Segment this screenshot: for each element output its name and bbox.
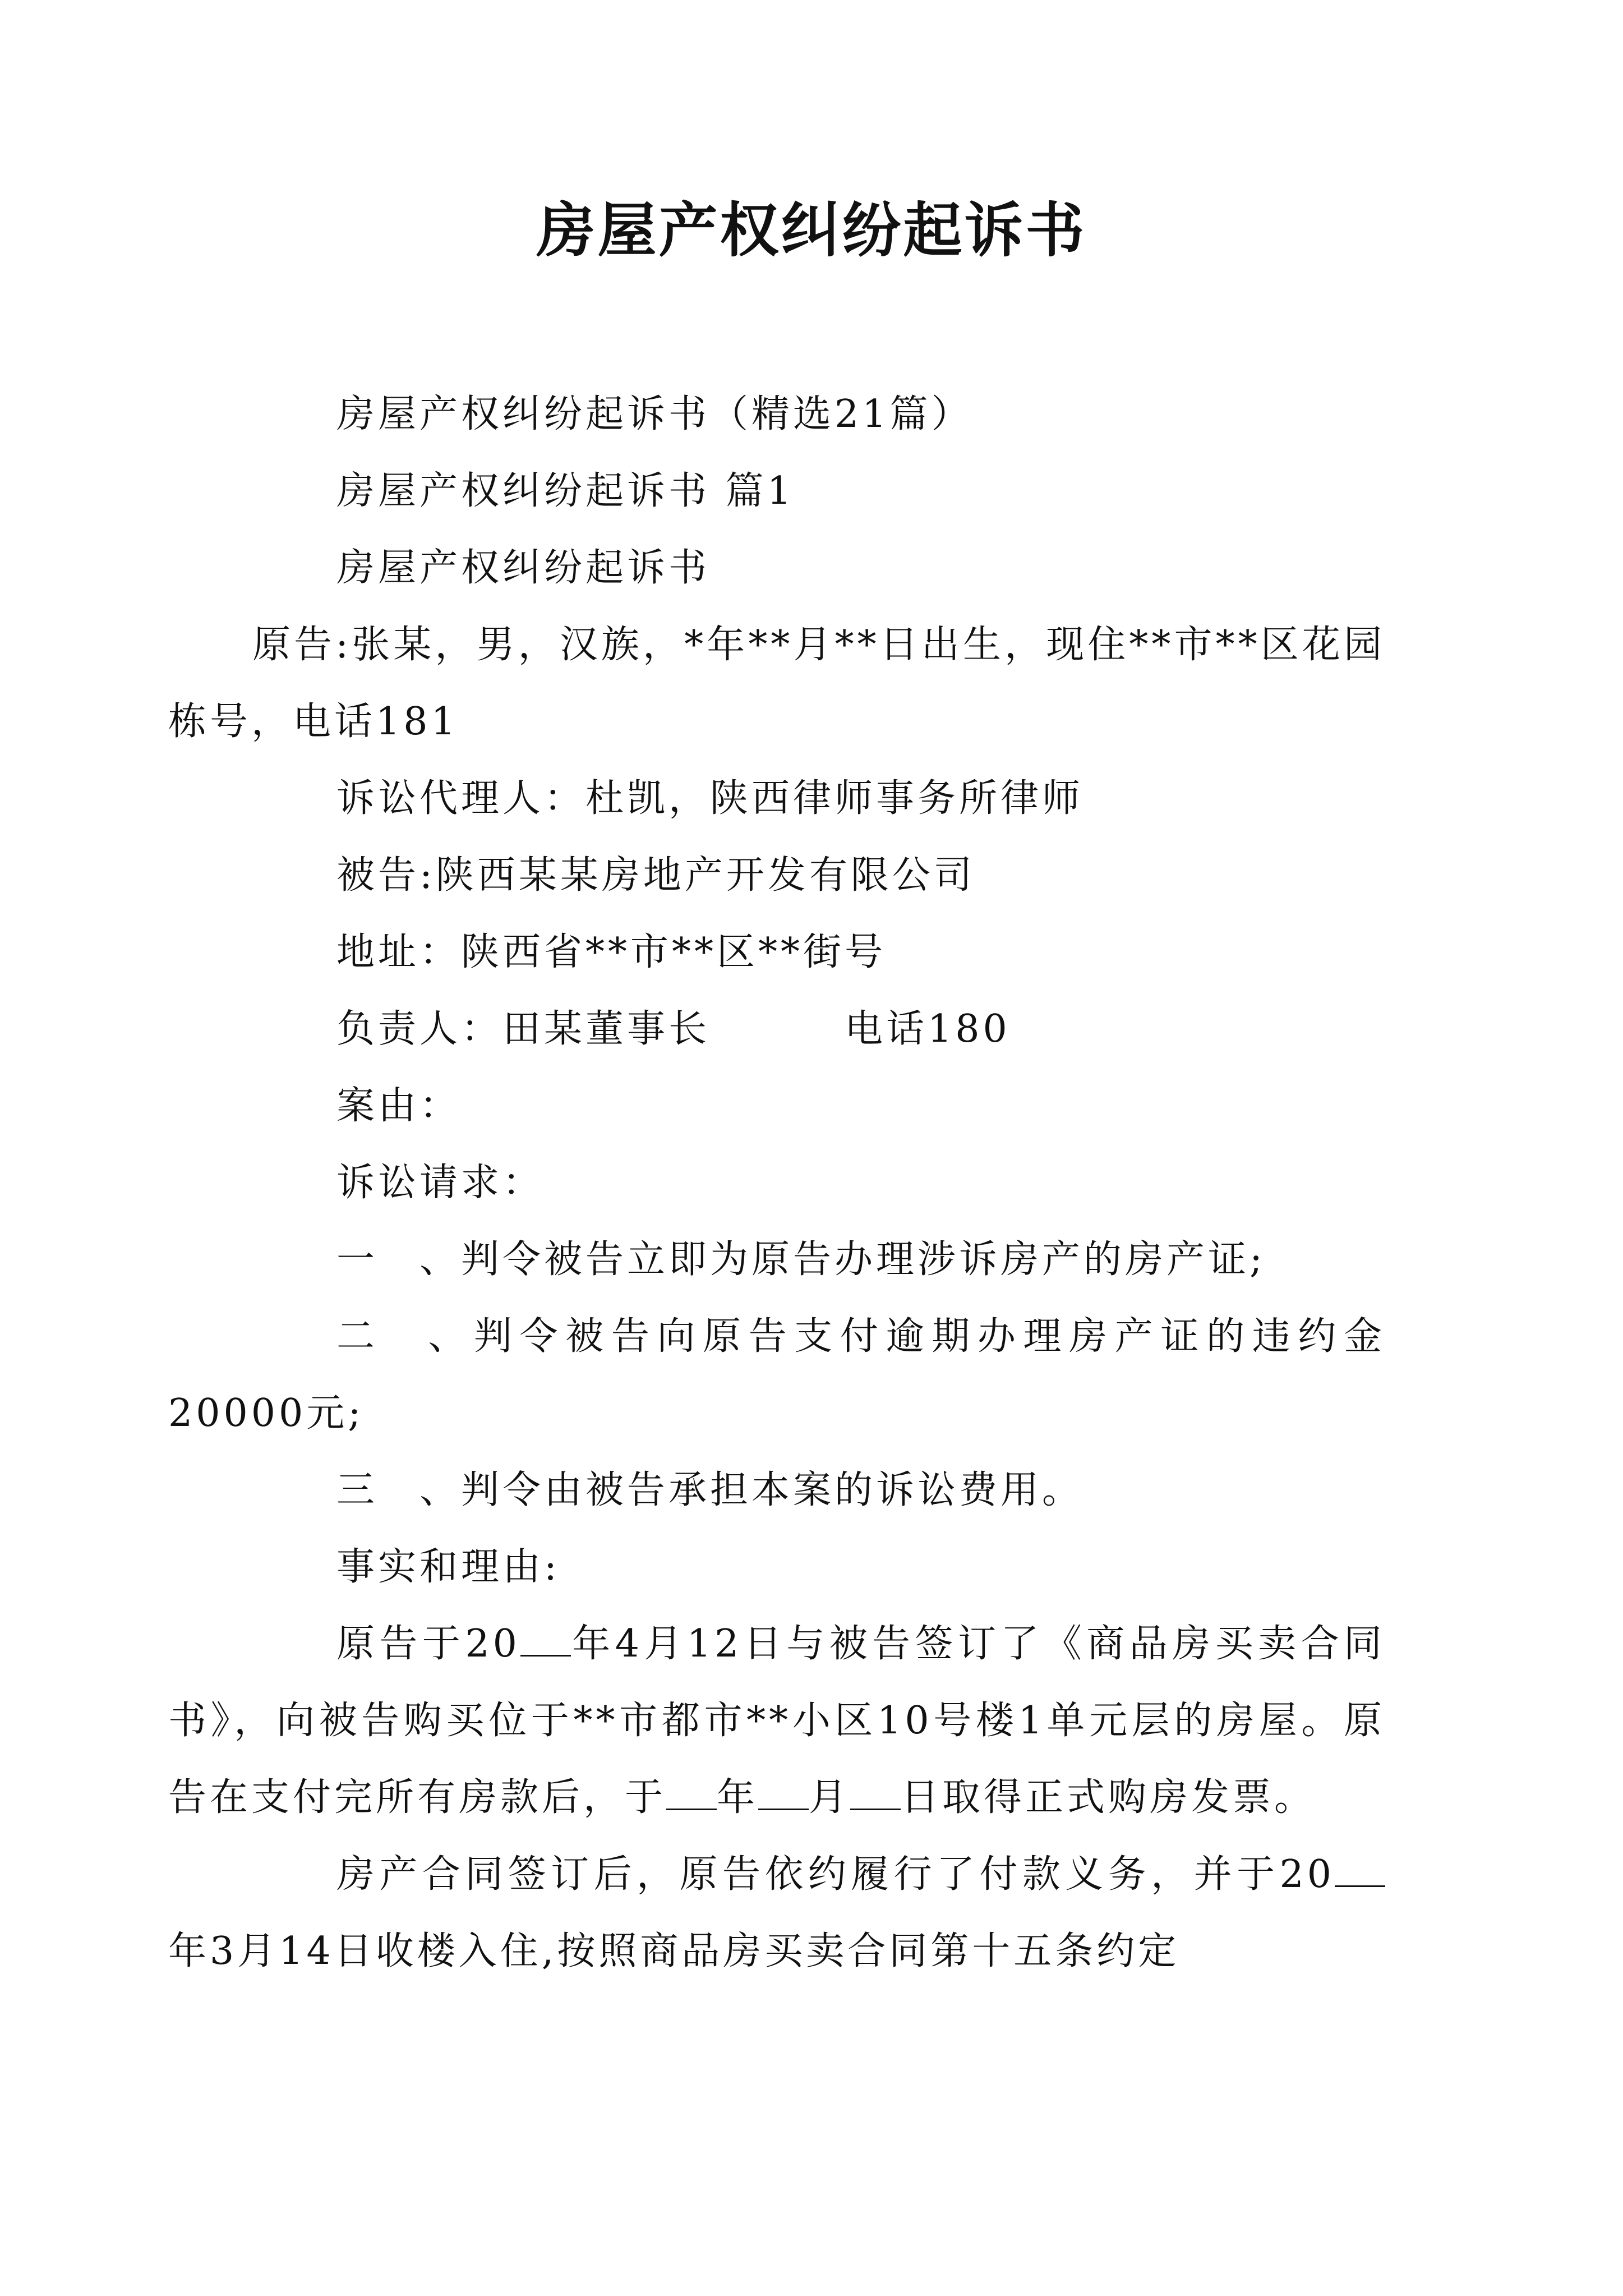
paragraph-claim-3: 三 、判令由被告承担本案的诉讼费用。 [336,1468,1084,1512]
paragraph-claim-1: 一 、判令被告立即为原告办理涉诉房产的房产证; [336,1237,1266,1282]
blank-line [666,1775,717,1810]
facts-1-part-a: 原告于20 [336,1622,520,1666]
facts-2-part-b: 年3月14日收楼入住,按照商品房买卖合同第十五条约定 [168,1929,1180,1973]
blank-line [520,1621,571,1657]
paragraph-facts-2 [168,1836,1385,1990]
paragraph-claim-2: 二 、判令被告向原告支付逾期办理房产证的违约金20000元; [168,1314,1385,1435]
document-title: 房屋产权纠纷起诉书 [536,195,1087,265]
paragraph-facts-1 [168,1605,1385,1836]
facts-1-part-e: 日取得正式购房发票。 [901,1775,1316,1820]
facts-1-part-b: 年4月12日与被告签订了《商品房买卖合同书》，向被告购买位于**市都市**小区10号楼1单元层的房屋。原告在支付完所有房款后，于 [168,1622,1386,1820]
responsible-phone-text: 电话180 [845,1007,1011,1051]
document-body [168,376,1386,1990]
paragraph-responsible-person [252,991,1385,1068]
blank-line [1335,1852,1385,1887]
facts-2-part-a: 房产合同签订后，原告依约履行了付款义务，并于20 [336,1852,1335,1897]
blank-line [758,1775,809,1810]
facts-1-part-d: 月 [809,1775,851,1820]
paragraph-address: 地址：陕西省**市**区**街号 [336,930,887,974]
paragraph-defendant: 被告:陕西某某房地产开发有限公司 [336,853,975,898]
paragraph-facts-heading: 事实和理由: [336,1545,560,1589]
paragraph-subtitle: 房屋产权纠纷起诉书（精选21篇） [336,392,973,436]
paragraph-doc-name: 房屋产权纠纷起诉书 [336,546,711,590]
paragraph-plaintiff: 原告:张某，男，汉族，*年**月**日出生，现住**市**区花园栋号，电话181 [168,623,1385,744]
paragraph-claims-heading: 诉讼请求： [336,1161,545,1205]
facts-1-part-c: 年 [717,1775,759,1820]
paragraph-section-heading: 房屋产权纠纷起诉书 篇1 [336,469,795,513]
paragraph-cause: 案由： [336,1084,462,1128]
blank-line [850,1775,901,1810]
paragraph-agent: 诉讼代理人：杜凯，陕西律师事务所律师 [336,776,1084,821]
responsible-person-text: 负责人：田某董事长 [336,1007,711,1051]
